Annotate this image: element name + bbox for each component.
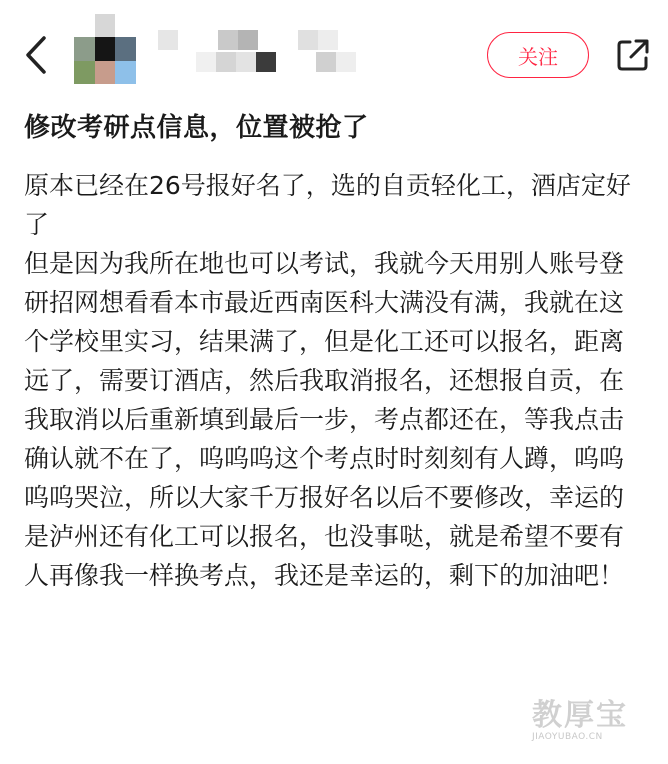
post-body	[24, 166, 644, 595]
username-mosaic-row2	[196, 52, 356, 72]
post-title: 修改考研点信息，位置被抢了	[24, 113, 369, 143]
post-paragraph: 原本已经在26号报好名了，选的自贡轻化工，酒店定好了	[24, 171, 631, 239]
avatar[interactable]	[74, 14, 136, 84]
watermark-logo	[532, 690, 662, 750]
username-mosaic[interactable]	[158, 30, 338, 50]
share-button[interactable]	[614, 36, 652, 74]
chevron-left-icon	[22, 34, 52, 76]
follow-label: 关注	[518, 44, 558, 69]
share-icon	[614, 36, 652, 74]
watermark-main: 教厚宝	[532, 698, 628, 733]
post-paragraph: 但是因为我所在地也可以考试，我就今天用别人账号登研招网想看看本市最近西南医科大满没有满，我就在这个学校里实习，结果满了，但是化工还可以报名，距离远了，需要订酒店，然后我取消报名，还想报自贡，在我取消以后重新填到最后一步，考点都还在，等我点击确认就不在了，呜呜呜这个考点时时刻刻有人蹲，呜呜呜呜哭泣，所以大家千万报好名以后不要修改，幸运的是泸州还有化工可以报名，也没事哒，就是希望不要有人再像我一样换考点，我还是幸运的，剩下的加油吧！	[24, 249, 625, 590]
post-header	[0, 0, 668, 100]
follow-button[interactable]	[487, 32, 589, 78]
watermark-sub: JIAOYUBAO.CN	[532, 732, 603, 742]
back-button[interactable]	[22, 34, 52, 76]
